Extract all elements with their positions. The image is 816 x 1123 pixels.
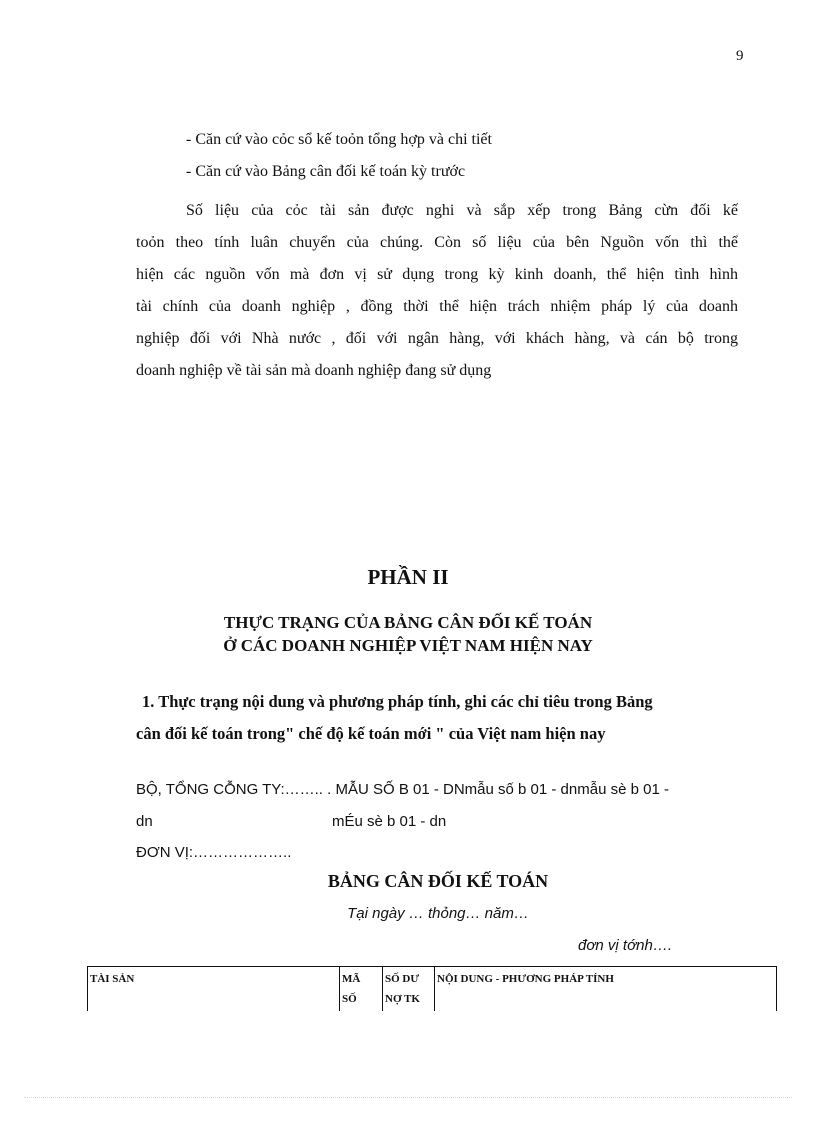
table-header-row <box>88 967 777 1012</box>
form-header-line: mÉu sè b 01 - dn <box>332 813 447 830</box>
page-bottom-divider <box>24 1097 792 1098</box>
balance-sheet-table <box>87 966 777 1011</box>
paragraph-line: nghiệp đối với Nhà nước , đối với ngân hàng, với khách hàng, và cán bộ trong <box>136 330 738 347</box>
bullet-item: - Căn cứ vào cỏc sổ kế toỏn tổng hợp và chi tiết <box>186 131 492 148</box>
column-header-label: NỘI DUNG - PHƯƠNG PHÁP TÍNH <box>437 973 614 985</box>
column-header-label: NỢ TK <box>385 993 420 1005</box>
bullet-item: - Căn cứ vào Bảng cân đối kế toán kỳ trước <box>186 163 466 180</box>
form-header-line: BỘ, TỔNG CỖNG TY:…….. . MẪU SỐ B 01 - DNmẫu số b 01 - dnmẫu sè b 01 - <box>136 781 669 798</box>
column-header-content <box>435 967 777 1012</box>
paragraph-line: toỏn theo tính luân chuyển của chúng. Còn số liệu của bên Nguồn vốn thì thể <box>136 234 738 251</box>
paragraph-line: hiện các nguồn vốn mà đơn vị sử dụng trong kỳ kinh doanh, thể hiện tình hình <box>136 266 738 283</box>
balance-sheet-title: BẢNG CÂN ĐỐI KẾ TOÁN <box>327 871 549 891</box>
report-date-line: Tại ngày … thỏng… năm… <box>347 905 529 922</box>
column-header-balance <box>383 967 435 1012</box>
column-header-code <box>340 967 383 1012</box>
column-header-assets <box>88 967 340 1012</box>
column-header-label: TÀI SẢN <box>90 973 135 985</box>
paragraph-line: doanh nghiệp về tài sản mà doanh nghiệp đang sử dụng <box>136 362 492 379</box>
section-heading-line: 1. Thực trạng nội dung và phương pháp tính, ghi các chỉ tiêu trong Bảng <box>142 692 653 711</box>
column-header-label: SỐ DƯ <box>385 973 420 985</box>
column-header-label: MÃ <box>342 973 361 985</box>
form-header-line: dn <box>136 813 153 830</box>
paragraph-line: Số liệu của cỏc tài sản được nghi và sắp xếp trong Bảng cừn đối kế <box>186 202 738 219</box>
subtitle-line: THỰC TRẠNG CỦA BẢNG CÂN ĐỐI KẾ TOÁN <box>223 613 593 632</box>
form-unit-line: ĐƠN VỊ:……………….. <box>136 844 292 861</box>
subtitle-line: Ở CÁC DOANH NGHIỆP VIỆT NAM HIỆN NAY <box>223 636 593 655</box>
section-heading <box>136 686 738 750</box>
page-number: 9 <box>736 48 744 64</box>
section-heading-line: cân đối kế toán trong" chế độ kế toán mới " của Việt nam hiện nay <box>136 724 606 743</box>
body-paragraph <box>136 195 738 387</box>
column-header-label: SỐ <box>342 993 357 1005</box>
part-title: PHẦN II <box>367 565 449 589</box>
paragraph-line: tài chính của doanh nghiệp , đồng thời thể hiện trách nhiệm pháp lý của doanh <box>136 298 738 315</box>
currency-unit-line: đơn vị tớnh…. <box>578 937 673 954</box>
